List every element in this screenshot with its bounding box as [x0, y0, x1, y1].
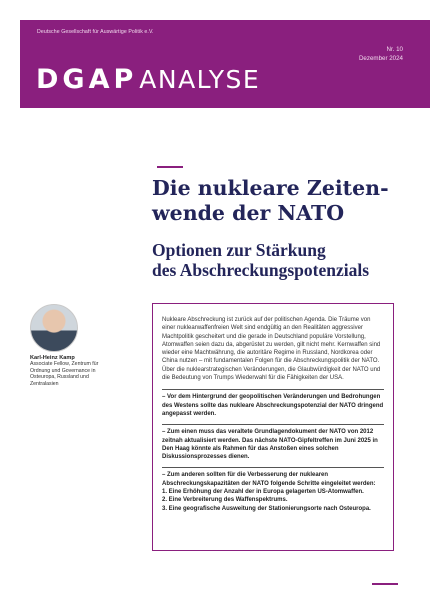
- author-affiliation: Associate Fellow, Zentrum für Ordnung und Governance in Osteuropa, Russland und Zentralasien: [30, 361, 99, 387]
- issue-number: Nr. 10: [386, 46, 403, 53]
- author-photo: [30, 304, 78, 352]
- subtitle-line-1: Optionen zur Stärkung: [152, 240, 326, 260]
- summary-box: [152, 303, 394, 551]
- step-item: 3. Eine geografische Ausweitung der Stationierungsorte nach Osteuropa.: [162, 505, 371, 512]
- footer-accent-line: [372, 583, 398, 585]
- document-subtitle: [152, 240, 369, 280]
- key-point-2: [162, 424, 384, 461]
- key-point-1: [162, 389, 384, 418]
- logo-analyse: ANALYSE: [139, 65, 261, 94]
- dgap-analyse-logo: [36, 64, 260, 95]
- author-name: Karl-Heinz Kamp: [30, 355, 75, 361]
- key-point-3: [162, 467, 384, 512]
- step-item: 2. Eine Verbreiterung des Waffenspektrums.: [162, 497, 288, 504]
- organization-name: Deutsche Gesellschaft für Auswärtige Politik e.V.: [37, 29, 154, 35]
- title-accent-line: [157, 166, 183, 168]
- issue-date: Dezember 2024: [358, 54, 403, 62]
- document-title: [152, 176, 389, 226]
- key-point-text: – Vor dem Hintergrund der geopolitischen Veränderungen und Bedrohungen des Westens sollte das nukleare Abschreckungspotenzial der NATO dringend angepasst werden.: [162, 394, 384, 417]
- author-block: [30, 304, 115, 387]
- logo-dgap: DGAP: [36, 64, 138, 95]
- summary-intro: Nukleare Abschreckung ist zurück auf der politischen Agenda. Die Träume von einer nuklearwaffenfreien Welt sind endgültig an den Realitäten aggressiver Machtpolitik gescheitert und die gerade in Deutschland populäre Vorstellung, Atomwaffen seien dazu da, abgerüstet zu werden, gilt nicht mehr. Kernwaffen sind wieder eine Machtwährung, die autoritäre Regime in Russland, Nordkorea oder China nutzen – mit fundamentalen Folgen für die Abschreckungspolitik der NATO. Über die nuklearstrategischen Veränderungen, die Glaubwürdigkeit der NATO und die Bedeutung von Trumps Wiederwahl für die Fähigkeiten der USA.: [162, 317, 381, 382]
- step-list: [162, 488, 384, 513]
- key-point-text: – Zum einen muss das veraltete Grundlagendokument der NATO von 2012 zeitnah aktualisiert werden. Das nächste NATO-Gipfeltreffen im Juni 2025 in Den Haag könnte als Rahmen für das Anstoßen eines solchen Diskussionsprozesses dienen.: [162, 429, 378, 461]
- key-points: [162, 389, 384, 513]
- title-line-2: wende der NATO: [152, 201, 345, 225]
- step-item: 1. Eine Erhöhung der Anzahl der in Europa gelagerten US-Atomwaffen.: [162, 489, 364, 496]
- header-banner: [20, 20, 430, 108]
- issue-info: [359, 46, 403, 63]
- key-point-text: – Zum anderen sollten für die Verbesserung der nuklearen Abschreckungskapazitäten der NATO folgende Schritte eingeleitet werden:: [162, 472, 376, 487]
- title-line-1: Die nukleare Zeiten-: [152, 176, 389, 200]
- subtitle-line-2: des Abschreckungspotenzials: [152, 260, 370, 280]
